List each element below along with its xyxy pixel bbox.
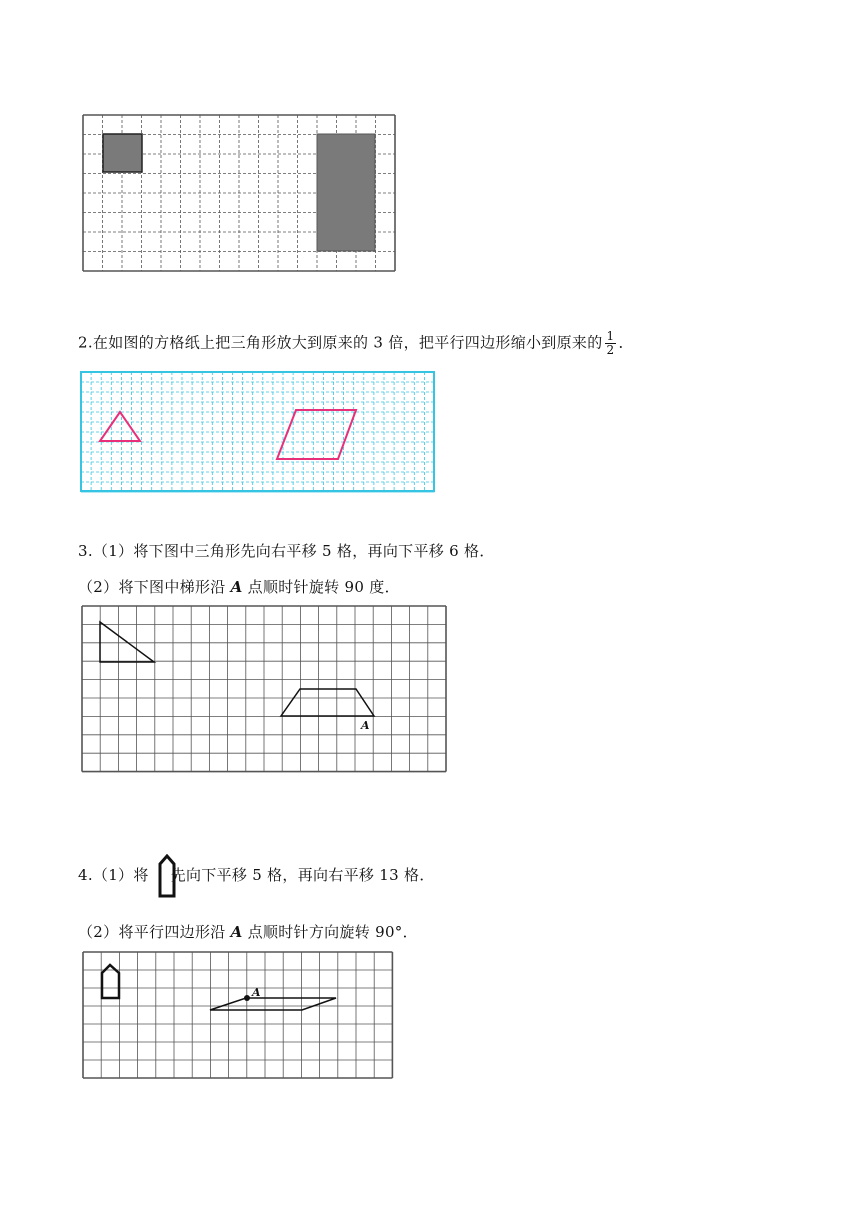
q4-line-2: （2）将平行四边形沿 A 点顺时针方向旋转 90°． (78, 923, 418, 941)
point-a-dot (244, 995, 250, 1001)
grid-2-cyan (80, 371, 436, 493)
grid-4-house-parallelogram (82, 951, 394, 1081)
trapezoid (281, 689, 374, 716)
grid-3-triangle-trapezoid (81, 605, 449, 775)
q3-line-1: 3.（1）将下图中三角形先向右平移 5 格，再向下平移 6 格． (78, 542, 495, 560)
point-a-label: A (252, 986, 261, 999)
right-triangle (100, 622, 154, 662)
fraction-one-half: $\frac{1}{2}$ (606, 329, 615, 357)
q3-line-2: （2）将下图中梯形沿 A 点顺时针旋转 90 度． (78, 578, 400, 596)
q4-line-1: 4.（1）将 先向下平移 5 格，再向右平移 13 格． (78, 862, 435, 885)
large-rectangle (317, 134, 375, 251)
pink-triangle (100, 412, 140, 441)
house-shape-inline-icon (157, 854, 177, 898)
point-a-label: A (361, 719, 370, 732)
grid-1-shaded-figures (82, 114, 398, 272)
q2-text: 2.在如图的方格纸上把三角形放大到原来的 3 倍，把平行四边形缩小到原来的 $\frac{1}{2}$ ． (78, 329, 634, 357)
small-square (103, 134, 142, 172)
